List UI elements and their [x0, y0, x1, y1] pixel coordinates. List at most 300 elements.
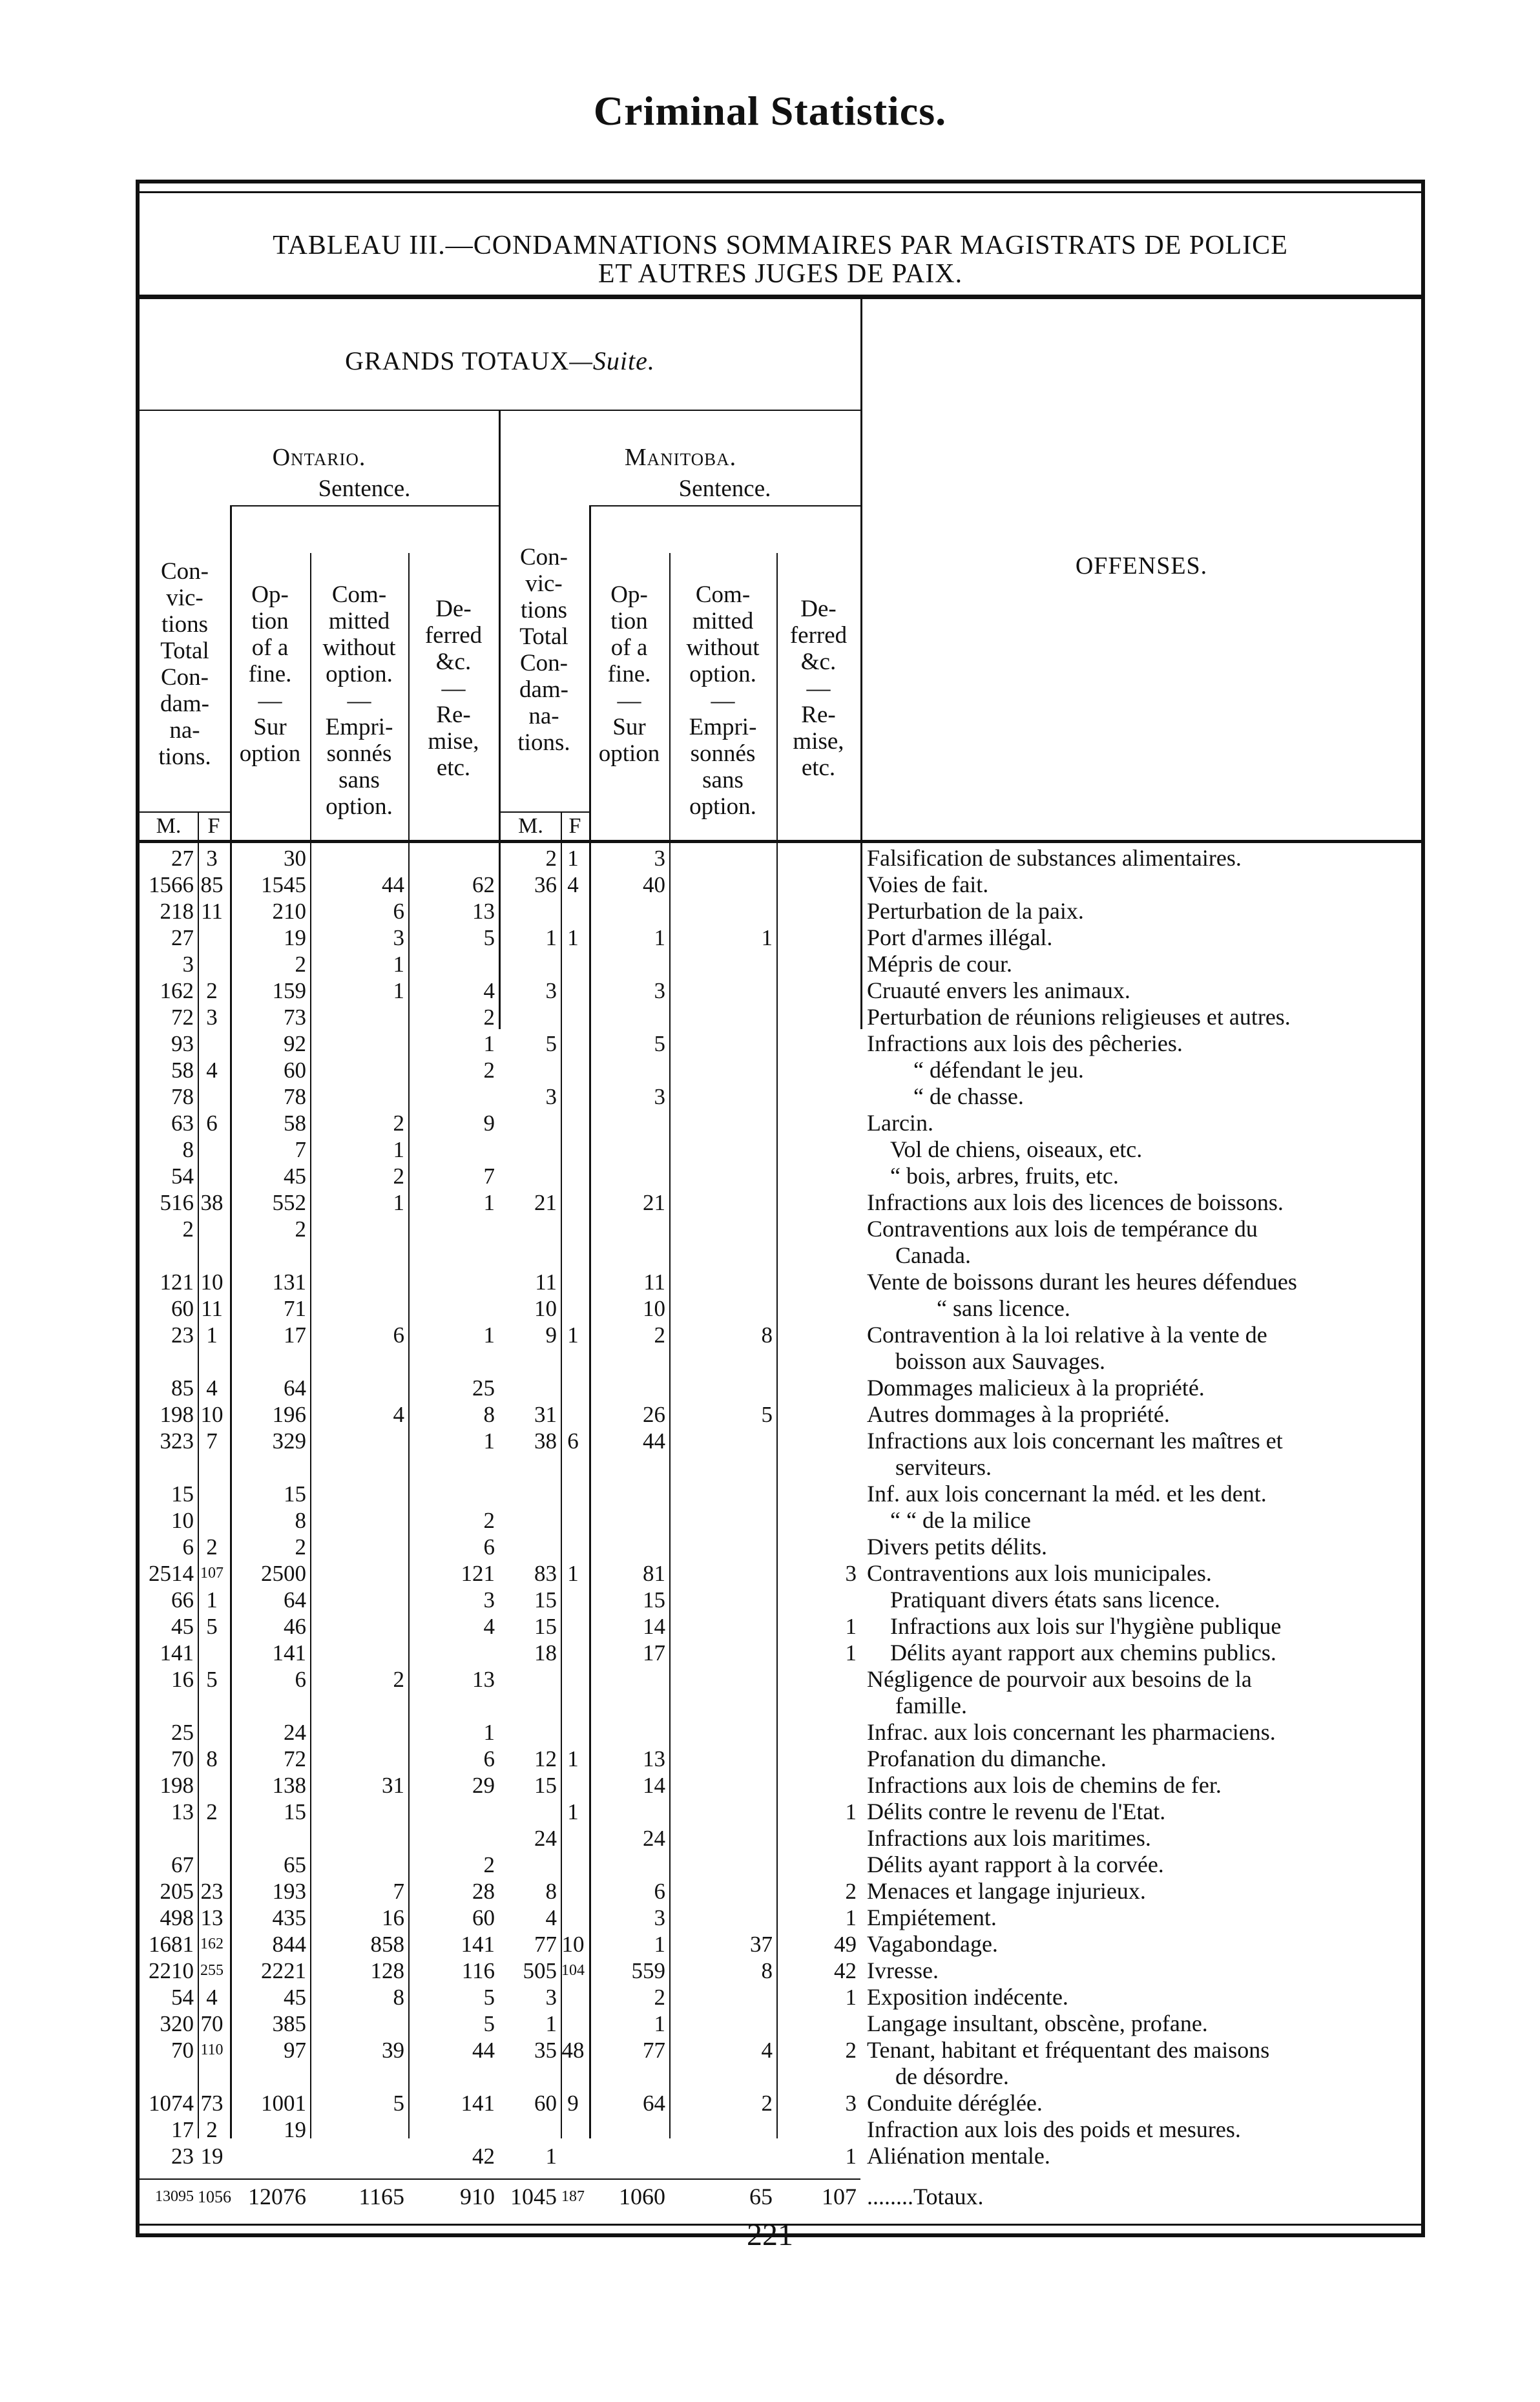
manitoba-opt-value: 13 [643, 1746, 665, 1771]
manitoba-com-value: 37 [750, 1932, 773, 1957]
ontario-com-value: 858 [370, 1932, 404, 1957]
ontario-opt-value: 141 [272, 1640, 306, 1666]
totals-rule [140, 2178, 860, 2180]
ontario-convictions-header-line: tions. [158, 744, 211, 770]
ontario-m-value: 8 [182, 1137, 194, 1162]
ontario-def-value: 2 [483, 1058, 495, 1083]
offense-label: Contravention à la loi relative à la vente de [867, 1322, 1267, 1348]
ontario-def-value: 1 [483, 1322, 495, 1348]
ontario-m-value: 516 [160, 1190, 194, 1215]
manitoba-def-value: 1 [845, 1905, 857, 1930]
manitoba-f-value: 9 [567, 2091, 579, 2116]
ontario-def-value: 5 [483, 925, 495, 950]
offense-label: Larcin. [867, 1110, 933, 1136]
ontario-def-value: 44 [472, 2038, 495, 2063]
ontario-option-header-line: of a [251, 634, 289, 661]
subtitle-main: GRANDS TOTAUX [345, 346, 570, 375]
ontario-m-value: 54 [171, 1164, 194, 1189]
ontario-opt-value: 138 [272, 1773, 306, 1798]
manitoba-com-value: 8 [761, 1958, 773, 1983]
offense-label: Menaces et langage injurieux. [867, 1878, 1146, 1904]
offense-label: famille. [895, 1693, 967, 1718]
manitoba-f-value: 10 [561, 1932, 585, 1957]
manitoba-opt-value: 1 [654, 925, 665, 950]
ontario-com-value: 8 [393, 1985, 404, 2010]
manitoba-opt-value: 17 [643, 1640, 665, 1666]
ontario-f-value: 1 [206, 1587, 218, 1613]
ontario-opt-value: 210 [272, 899, 306, 924]
offense-label: Ivresse. [867, 1958, 939, 1983]
ontario-opt-value: 45 [284, 1164, 306, 1189]
ontario-com-value: 128 [370, 1958, 404, 1983]
manitoba-m-header: M. [518, 814, 543, 838]
ontario-m-value: 45 [171, 1614, 194, 1639]
ontario-convictions-header-line: Total [160, 638, 209, 664]
ontario-def-value: 1 [483, 1031, 495, 1056]
manitoba-committed-header-line: — [711, 687, 735, 714]
ontario-m-value: 70 [171, 2038, 194, 2063]
ontario-def-value: 6 [483, 1746, 495, 1771]
ontario-option-header [230, 581, 310, 767]
ontario-m-value: 6 [182, 1534, 194, 1560]
ontario-convictions-header-line: Con- [161, 664, 209, 691]
manitoba-m-value: 505 [523, 1958, 557, 1983]
manitoba-convictions-header-line: dam- [519, 676, 569, 703]
manitoba-option-header-line: Op- [610, 581, 648, 608]
manitoba-opt-value: 26 [643, 1402, 665, 1427]
ontario-opt-value: 58 [284, 1111, 306, 1136]
manitoba-committed-header-line: without [686, 634, 760, 661]
ontario-def-value: 121 [461, 1561, 495, 1586]
ontario-opt-value: 65 [284, 1852, 306, 1877]
manitoba-committed-header-line: Com- [695, 581, 751, 608]
manitoba-opt-value: 10 [643, 1296, 665, 1321]
manitoba-m-value: 3 [545, 1084, 557, 1109]
manitoba-m-value: 12 [534, 1746, 557, 1771]
manitoba-f-value: 1 [567, 1799, 579, 1824]
ontario-m-value: 198 [160, 1402, 194, 1427]
manitoba-f-value: 4 [567, 872, 579, 897]
offense-label: Port d'armes illégal. [867, 924, 1053, 950]
ontario-opt-value: 2 [295, 1217, 306, 1242]
ontario-def-value: 2 [483, 1852, 495, 1877]
manitoba-m-value: 5 [545, 1031, 557, 1056]
ontario-m-value: 2210 [149, 1958, 194, 1983]
ontario-def-value: 60 [472, 1905, 495, 1930]
ontario-total-f: 1056 [198, 2188, 231, 2206]
page-number: 221 [747, 2218, 793, 2252]
ontario-com-value: 1 [393, 1137, 404, 1162]
offense-label: Cruauté envers les animaux. [867, 977, 1130, 1003]
manitoba-m-value: 35 [534, 2038, 557, 2063]
manitoba-opt-value: 1 [654, 1932, 665, 1957]
ontario-def-value: 13 [472, 1667, 495, 1692]
ontario-opt-value: 97 [284, 2038, 306, 2063]
offense-label: Délits contre le revenu de l'Etat. [867, 1799, 1166, 1824]
ontario-opt-value: 64 [284, 1375, 306, 1401]
manitoba-convictions-header [499, 544, 589, 756]
manitoba-def-value: 3 [845, 2091, 857, 2116]
ontario-opt-value: 78 [284, 1084, 306, 1109]
ontario-m-value: 141 [160, 1640, 194, 1666]
offense-label: Perturbation de réunions religieuses et autres. [867, 1004, 1291, 1030]
ontario-opt-value: 8 [295, 1508, 306, 1533]
ontario-def-value: 8 [483, 1402, 495, 1427]
ontario-com-value: 1 [393, 952, 404, 977]
manitoba-option-header-line: of a [610, 634, 648, 661]
manitoba-m-value: 3 [545, 1985, 557, 2010]
ontario-m-value: 498 [160, 1905, 194, 1930]
subtitle [140, 348, 860, 374]
ontario-deferred-header-line: De- [435, 596, 472, 622]
ontario-sentence-label: Sentence. [318, 475, 411, 502]
ontario-m-value: 63 [171, 1111, 194, 1136]
ontario-committed-header-line: Com- [331, 581, 387, 608]
manitoba-deferred-header-line: — [806, 675, 831, 702]
ontario-m-value: 23 [171, 1322, 194, 1348]
ontario-sentence-rule [230, 505, 499, 507]
ontario-m-value: 2 [182, 1217, 194, 1242]
ontario-m-value: 60 [171, 1296, 194, 1321]
offense-label: Voies de fait. [867, 872, 989, 897]
ontario-com-value: 5 [393, 2091, 404, 2116]
manitoba-deferred-header [776, 596, 860, 781]
offense-label: Infractions aux lois des licences de boissons. [867, 1189, 1284, 1215]
manitoba-total-opt: 1060 [619, 2184, 665, 2209]
ontario-committed-header-line: sans [338, 767, 380, 793]
manitoba-com-value: 5 [761, 1402, 773, 1427]
ontario-f-value: 73 [200, 2091, 224, 2116]
offense-label: Infractions aux lois de chemins de fer. [867, 1772, 1222, 1798]
manitoba-f-value: 1 [567, 1322, 579, 1348]
offense-label: Autres dommages à la propriété. [867, 1401, 1170, 1427]
ontario-def-value: 2 [483, 1005, 495, 1030]
manitoba-m-value: 9 [545, 1322, 557, 1348]
ontario-f-value: 2 [206, 978, 218, 1003]
manitoba-m-value: 1 [545, 2011, 557, 2036]
ontario-option-header-line: — [258, 687, 282, 714]
ontario-deferred-header-line: Re- [436, 702, 471, 728]
ontario-opt-value: 159 [272, 978, 306, 1003]
ontario-f-value: 4 [206, 1058, 218, 1083]
offense-label: Infractions aux lois sur l'hygiène publique [890, 1613, 1282, 1639]
offense-label: “ “ de la milice [890, 1507, 1031, 1533]
ontario-opt-value: 552 [272, 1190, 306, 1215]
manitoba-deferred-header-line: ferred [789, 622, 848, 649]
offense-label: Vente de boissons durant les heures défendues [867, 1269, 1297, 1295]
ontario-m-value: 27 [171, 925, 194, 950]
ontario-opt-value: 19 [284, 925, 306, 950]
ontario-f-value: 10 [200, 1402, 224, 1427]
offense-label: Délits ayant rapport à la corvée. [867, 1852, 1164, 1877]
ontario-opt-value: 193 [272, 1879, 306, 1904]
manitoba-m-value: 36 [534, 872, 557, 897]
manitoba-def-value: 2 [845, 2038, 857, 2063]
ontario-opt-value: 19 [284, 2117, 306, 2142]
manitoba-convictions-header-line: tions. [517, 729, 570, 756]
ontario-opt-value: 24 [284, 1720, 306, 1745]
ontario-com-value: 6 [393, 1322, 404, 1348]
ontario-f-value: 13 [200, 1905, 224, 1930]
ontario-def-value: 4 [483, 978, 495, 1003]
statistics-table [140, 191, 1421, 2231]
ontario-opt-value: 30 [284, 846, 306, 871]
manitoba-m-value: 60 [534, 2091, 557, 2116]
ontario-m-value: 1074 [149, 2091, 194, 2116]
manitoba-total-m: 1045 [510, 2184, 557, 2209]
ontario-committed-header-line: sonnés [326, 740, 392, 767]
manitoba-committed-header-line: option. [689, 793, 756, 820]
offense-label: Conduite déréglée. [867, 2090, 1043, 2116]
ontario-com-value: 16 [382, 1905, 404, 1930]
manitoba-m-value: 24 [534, 1826, 557, 1851]
manitoba-f-value: 1 [567, 925, 579, 950]
manitoba-committed-header [669, 581, 776, 820]
ontario-f-value: 7 [206, 1428, 218, 1454]
ontario-com-value: 2 [393, 1111, 404, 1136]
ontario-option-header-line: tion [251, 608, 289, 634]
manitoba-deferred-header-line: De- [800, 596, 837, 622]
ontario-f-value: 70 [200, 2011, 224, 2036]
ontario-deferred-header-line: &c. [435, 649, 472, 675]
ontario-opt-value: 329 [272, 1428, 306, 1454]
offense-label: Inf. aux lois concernant la méd. et les dent. [867, 1481, 1267, 1507]
offense-label: Contraventions aux lois municipales. [867, 1560, 1212, 1586]
ontario-option-header-line: option [239, 740, 301, 767]
ontario-f-value: 2 [206, 1534, 218, 1560]
ontario-m-value: 1566 [149, 872, 194, 897]
ontario-opt-value: 45 [284, 1985, 306, 2010]
ontario-f-value: 11 [201, 1296, 223, 1321]
manitoba-opt-value: 77 [643, 2038, 665, 2063]
ontario-option-header-line: Sur [253, 714, 287, 740]
ontario-m-value: 198 [160, 1773, 194, 1798]
ontario-m-value: 121 [160, 1269, 194, 1295]
manitoba-total-com: 65 [749, 2184, 773, 2209]
offense-label: boisson aux Sauvages. [895, 1348, 1105, 1374]
ontario-com-value: 6 [393, 899, 404, 924]
manitoba-opt-value: 1 [654, 2011, 665, 2036]
offense-label: Tenant, habitant et fréquentant des maisons [867, 2037, 1270, 2063]
manitoba-sentence-rule [589, 505, 860, 507]
ontario-opt-value: 71 [284, 1296, 306, 1321]
manitoba-def-value: 3 [845, 1561, 857, 1586]
ontario-opt-value: 131 [272, 1269, 306, 1295]
ontario-def-value: 2 [483, 1508, 495, 1533]
manitoba-f-value: 104 [561, 1962, 585, 1979]
ontario-m-value: 2514 [149, 1561, 194, 1586]
ontario-opt-value: 60 [284, 1058, 306, 1083]
ontario-opt-value: 64 [284, 1587, 306, 1613]
ontario-def-value: 141 [461, 2091, 495, 2116]
manitoba-def-value: 49 [834, 1932, 857, 1957]
manitoba-opt-value: 2 [654, 1322, 665, 1348]
ontario-deferred-header [408, 596, 499, 781]
ontario-def-value: 25 [472, 1375, 495, 1401]
ontario-com-value: 3 [393, 925, 404, 950]
manitoba-m-value: 31 [534, 1402, 557, 1427]
manitoba-opt-value: 40 [643, 872, 665, 897]
ontario-def-value: 1 [483, 1428, 495, 1454]
offense-label: “ sans licence. [937, 1295, 1070, 1321]
title-rule [140, 295, 1421, 299]
manitoba-convictions-header-line: Con- [520, 650, 568, 676]
manitoba-opt-value: 14 [643, 1773, 665, 1798]
manitoba-opt-value: 64 [643, 2091, 665, 2116]
ontario-opt-value: 435 [272, 1905, 306, 1930]
ontario-total-com: 1165 [359, 2184, 404, 2209]
ontario-option-header-line: Op- [251, 581, 289, 608]
ontario-com-value: 2 [393, 1667, 404, 1692]
table-title-line2: ET AUTRES JUGES DE PAIX. [598, 259, 963, 289]
ontario-opt-value: 72 [284, 1746, 306, 1771]
ontario-m-value: 320 [160, 2011, 194, 2036]
ontario-opt-value: 1001 [261, 2091, 306, 2116]
ontario-f-value: 255 [200, 1962, 224, 1979]
table-title [140, 231, 1421, 288]
ontario-m-value: 27 [171, 846, 194, 871]
manitoba-opt-value: 6 [654, 1879, 665, 1904]
manitoba-committed-header-line: mitted [692, 608, 754, 634]
ontario-m-value: 58 [171, 1058, 194, 1083]
manitoba-total-f: 187 [561, 2188, 585, 2205]
ontario-com-value: 31 [382, 1773, 404, 1798]
manitoba-opt-value: 15 [643, 1587, 665, 1613]
ontario-committed-header-line: Empri- [325, 714, 393, 740]
ontario-convictions-header-line: na- [169, 717, 200, 744]
ontario-def-value: 29 [472, 1773, 495, 1798]
offense-label: Mépris de cour. [867, 951, 1012, 977]
ontario-com-value: 1 [393, 1190, 404, 1215]
ontario-m-value: 70 [171, 1746, 194, 1771]
offense-label: “ de chasse. [913, 1083, 1024, 1109]
ontario-opt-value: 73 [284, 1005, 306, 1030]
offense-label: “ défendant le jeu. [913, 1057, 1084, 1083]
ontario-m-value: 85 [171, 1375, 194, 1401]
manitoba-m-value: 21 [534, 1190, 557, 1215]
ontario-deferred-header-line: — [441, 675, 466, 702]
manitoba-convictions-header-line: tions [521, 597, 567, 623]
manitoba-convictions-header-line: Total [519, 623, 568, 650]
manitoba-m-value: 18 [534, 1640, 557, 1666]
offense-label: Vagabondage. [867, 1931, 998, 1957]
manitoba-com-value: 8 [761, 1322, 773, 1348]
manitoba-m-value: 15 [534, 1773, 557, 1798]
ontario-committed-header-line: — [347, 687, 371, 714]
manitoba-com-value: 2 [761, 2091, 773, 2116]
ontario-committed-header-line: without [322, 634, 396, 661]
ontario-def-value: 116 [461, 1958, 495, 1983]
ontario-m-value: 205 [160, 1879, 194, 1904]
manitoba-def-value: 42 [834, 1958, 857, 1983]
ontario-def-value: 42 [472, 2144, 495, 2169]
ontario-com-value: 44 [382, 872, 404, 897]
ontario-total-def: 910 [460, 2184, 495, 2209]
offense-label: “ bois, arbres, fruits, etc. [890, 1163, 1119, 1189]
offenses-header: OFFENSES. [1075, 552, 1208, 580]
ontario-total-opt: 12076 [248, 2184, 306, 2209]
manitoba-deferred-header-line: mise, [793, 728, 844, 755]
offense-label: Délits ayant rapport aux chemins publics. [890, 1640, 1276, 1666]
offense-label: Perturbation de la paix. [867, 898, 1084, 924]
manitoba-def-value: 1 [845, 1614, 857, 1639]
ontario-f-header: F [207, 814, 220, 838]
ontario-f-value: 6 [206, 1111, 218, 1136]
ontario-committed-header [310, 581, 408, 820]
ontario-com-value: 7 [393, 1879, 404, 1904]
manitoba-option-header-line: Sur [612, 714, 646, 740]
manitoba-com-value: 1 [761, 925, 773, 950]
ontario-def-value: 3 [483, 1587, 495, 1613]
ontario-f-value: 10 [200, 1269, 224, 1295]
ontario-opt-value: 46 [284, 1614, 306, 1639]
manitoba-convictions-header-line: vic- [525, 570, 563, 597]
ontario-f-value: 11 [201, 899, 223, 924]
manitoba-opt-value: 2 [654, 1985, 665, 2010]
manitoba-option-header-line: tion [610, 608, 648, 634]
manitoba-m-value: 10 [534, 1296, 557, 1321]
manitoba-m-value: 2 [545, 846, 557, 871]
offense-label: Profanation du dimanche. [867, 1746, 1107, 1771]
offense-label: Contraventions aux lois de tempérance du [867, 1216, 1258, 1242]
ontario-m-header: M. [156, 814, 182, 838]
ontario-def-value: 5 [483, 1985, 495, 2010]
ontario-m-value: 17 [171, 2117, 194, 2142]
manitoba-option-header-line: fine. [607, 661, 651, 687]
ontario-f-value: 1 [206, 1322, 218, 1348]
ontario-opt-value: 17 [284, 1322, 306, 1348]
manitoba-m-value: 1 [545, 925, 557, 950]
manitoba-opt-value: 21 [643, 1190, 665, 1215]
offense-label: Infractions aux lois maritimes. [867, 1825, 1151, 1851]
manitoba-opt-value: 559 [631, 1958, 665, 1983]
manitoba-m-value: 1 [545, 2144, 557, 2169]
manitoba-f-value: 1 [567, 1746, 579, 1771]
ontario-f-value: 107 [200, 1565, 224, 1582]
manitoba-com-value: 4 [761, 2038, 773, 2063]
manitoba-opt-value: 44 [643, 1428, 665, 1454]
offense-label: Divers petits délits. [867, 1534, 1047, 1560]
manitoba-deferred-header-line: etc. [801, 755, 836, 781]
ontario-opt-value: 196 [272, 1402, 306, 1427]
manitoba-option-header-line: option [598, 740, 660, 767]
offense-label: Exposition indécente. [867, 1984, 1068, 2010]
ontario-opt-value: 2500 [261, 1561, 306, 1586]
ontario-m-value: 25 [171, 1720, 194, 1745]
offense-label: Infractions aux lois concernant les maîtres et [867, 1428, 1283, 1454]
ontario-f-value: 162 [200, 1936, 224, 1952]
ontario-def-value: 28 [472, 1879, 495, 1904]
ontario-f-value: 23 [200, 1879, 224, 1904]
manitoba-m-value: 38 [534, 1428, 557, 1454]
ontario-opt-value: 15 [284, 1799, 306, 1824]
region-ontario: Ontario. [272, 444, 366, 471]
offense-label: Aliénation mentale. [867, 2143, 1050, 2169]
manitoba-def-value: 1 [845, 1799, 857, 1824]
manitoba-opt-value: 3 [654, 846, 665, 871]
ontario-m-value: 54 [171, 1985, 194, 2010]
manitoba-option-header-line: — [617, 687, 641, 714]
ontario-f-value: 5 [206, 1667, 218, 1692]
ontario-f-value: 4 [206, 1985, 218, 2010]
ontario-m-value: 66 [171, 1587, 194, 1613]
manitoba-opt-value: 24 [643, 1826, 665, 1851]
offense-label: de désordre. [895, 2063, 1009, 2089]
manitoba-f-value: 6 [567, 1428, 579, 1454]
ontario-f-value: 8 [206, 1746, 218, 1771]
manitoba-sentence-label: Sentence. [678, 475, 771, 502]
ontario-committed-header-line: mitted [328, 608, 390, 634]
